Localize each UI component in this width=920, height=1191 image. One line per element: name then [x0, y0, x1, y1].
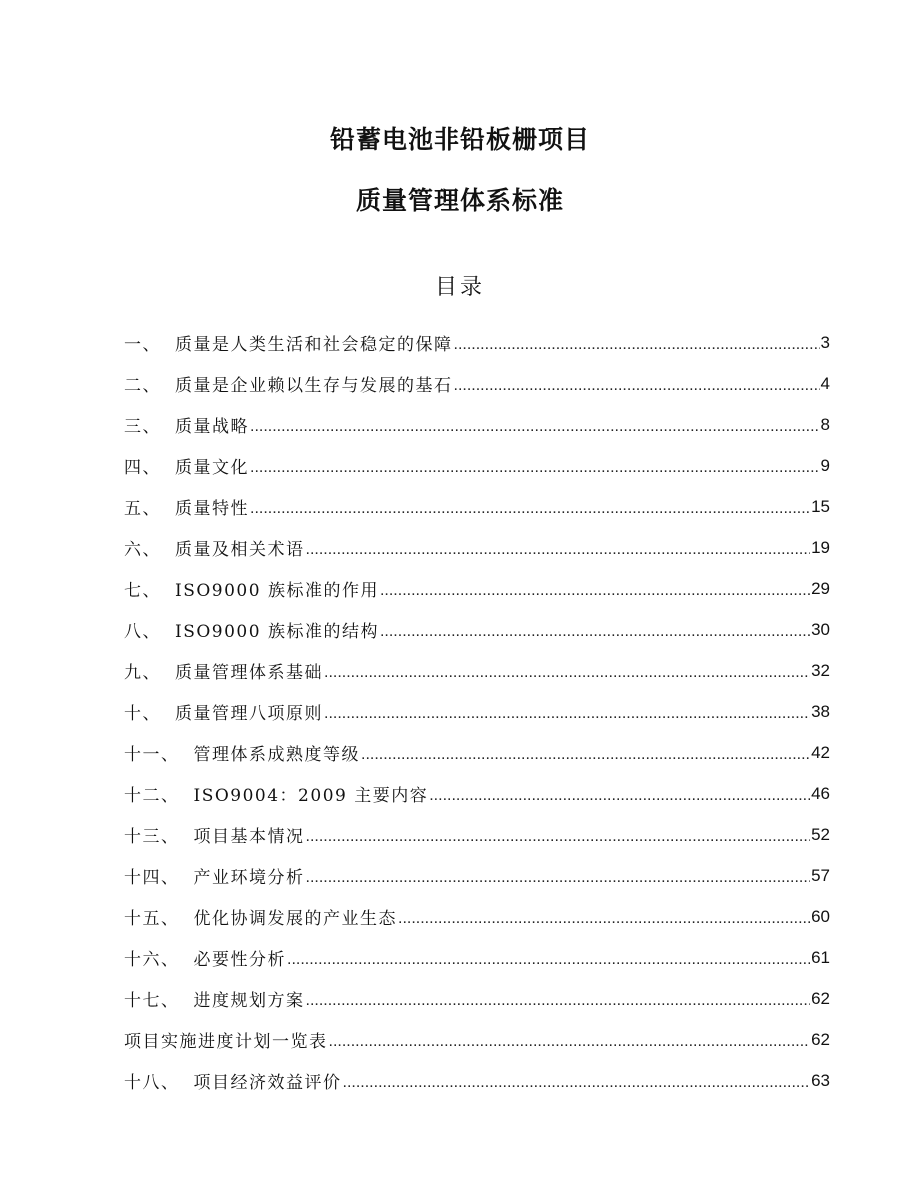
toc-entry-number: 十七、 — [124, 991, 180, 1011]
toc-entry-page-number: 57 — [811, 865, 830, 885]
toc-entry-page-number: 52 — [811, 824, 830, 844]
table-of-contents — [124, 322, 830, 1101]
toc-entry-leader-dots — [306, 869, 811, 887]
toc-entry-label: 产业环境分析 — [193, 868, 305, 888]
toc-entry-label: 质量是企业赖以生存与发展的基石 — [175, 376, 453, 396]
toc-entry-leader-dots — [250, 418, 820, 436]
toc-entry-label: 质量战略 — [175, 417, 249, 437]
toc-entry[interactable] — [124, 486, 830, 527]
toc-entry[interactable] — [124, 814, 830, 855]
toc-entry-leader-dots — [380, 582, 810, 600]
toc-entry-number: 四、 — [124, 458, 161, 478]
toc-entry-page-number: 46 — [811, 783, 830, 803]
toc-entry-label: 项目经济效益评价 — [193, 1073, 342, 1093]
toc-entry-page-number: 29 — [811, 578, 830, 598]
toc-entry[interactable] — [124, 937, 830, 978]
toc-entry-page-number: 61 — [811, 947, 830, 967]
toc-entry-page-number: 9 — [820, 455, 830, 475]
toc-entry-page-number: 62 — [811, 1029, 830, 1049]
toc-entry[interactable] — [124, 363, 830, 404]
toc-entry-number: 十二、 — [124, 786, 180, 806]
toc-entry-leader-dots — [429, 787, 810, 805]
toc-entry-leader-dots — [306, 541, 811, 559]
toc-entry-label: 项目基本情况 — [193, 827, 305, 847]
toc-entry-page-number: 15 — [811, 496, 830, 516]
toc-entry-label: 质量管理体系基础 — [175, 663, 323, 683]
toc-entry-number: 八、 — [124, 622, 161, 642]
toc-entry-label: ISO9000 族标准的结构 — [175, 622, 379, 642]
toc-entry-leader-dots — [306, 828, 811, 846]
document-title: 铅蓄电池非铅板栅项目 — [329, 125, 590, 154]
toc-entry-page-number: 62 — [811, 988, 830, 1008]
toc-entry-leader-dots — [380, 623, 810, 641]
toc-entry[interactable] — [124, 445, 830, 486]
toc-entry-label: 管理体系成熟度等级 — [193, 745, 360, 765]
toc-entry-label: 质量及相关术语 — [175, 540, 305, 560]
toc-entry-number: 三、 — [124, 417, 161, 437]
toc-entry-label: 质量管理八项原则 — [175, 704, 323, 724]
toc-entry-label: 优化协调发展的产业生态 — [193, 909, 397, 929]
toc-entry-page-number: 42 — [811, 742, 830, 762]
toc-entry-number: 十五、 — [124, 909, 180, 929]
toc-entry-number: 十八、 — [124, 1073, 180, 1093]
toc-entry-page-number: 8 — [820, 414, 830, 434]
toc-entry-page-number: 30 — [811, 619, 830, 639]
toc-entry-label: 必要性分析 — [193, 950, 286, 970]
toc-entry[interactable] — [124, 978, 830, 1019]
toc-entry[interactable] — [124, 404, 830, 445]
toc-entry-number: 十一、 — [124, 745, 180, 765]
toc-entry[interactable] — [124, 732, 830, 773]
toc-entry-leader-dots — [306, 992, 811, 1010]
toc-entry-number: 五、 — [124, 499, 161, 519]
toc-entry-leader-dots — [454, 377, 820, 395]
toc-heading: 目录 — [434, 275, 485, 300]
toc-entry-leader-dots — [398, 910, 810, 928]
toc-entry-leader-dots — [361, 746, 810, 764]
toc-entry[interactable] — [124, 568, 830, 609]
toc-entry-leader-dots — [454, 336, 820, 354]
toc-entry-number: 十四、 — [124, 868, 180, 888]
toc-entry-label: 进度规划方案 — [193, 991, 305, 1011]
toc-entry-label: 质量是人类生活和社会稳定的保障 — [175, 335, 453, 355]
toc-entry-leader-dots — [324, 664, 810, 682]
toc-entry-page-number: 38 — [811, 701, 830, 721]
toc-entry-number: 二、 — [124, 376, 161, 396]
toc-entry-number: 九、 — [124, 663, 161, 683]
toc-entry[interactable] — [124, 773, 830, 814]
toc-entry[interactable] — [124, 322, 830, 363]
toc-entry-page-number: 3 — [820, 332, 830, 352]
toc-entry-number: 一、 — [124, 335, 161, 355]
toc-entry[interactable] — [124, 527, 830, 568]
toc-entry-leader-dots — [343, 1074, 811, 1092]
toc-entry-page-number: 19 — [811, 537, 830, 557]
toc-entry-page-number: 63 — [811, 1070, 830, 1090]
toc-entry-leader-dots — [287, 951, 810, 969]
toc-entry-label: ISO9004：2009 主要内容 — [193, 786, 429, 806]
toc-entry[interactable] — [124, 1019, 830, 1060]
toc-entry-leader-dots — [250, 500, 810, 518]
toc-entry-page-number: 4 — [820, 373, 830, 393]
toc-entry-label: 质量文化 — [175, 458, 249, 478]
toc-entry[interactable] — [124, 1060, 830, 1101]
toc-entry[interactable] — [124, 609, 830, 650]
toc-entry-label: 质量特性 — [175, 499, 249, 519]
document-subtitle: 质量管理体系标准 — [355, 186, 564, 215]
toc-entry[interactable] — [124, 650, 830, 691]
toc-entry-number: 十六、 — [124, 950, 180, 970]
toc-entry-label: ISO9000 族标准的作用 — [175, 581, 379, 601]
toc-entry-leader-dots — [250, 459, 820, 477]
toc-entry-number: 六、 — [124, 540, 161, 560]
toc-entry-number: 十三、 — [124, 827, 180, 847]
toc-entry-leader-dots — [324, 705, 810, 723]
toc-entry-page-number: 60 — [811, 906, 830, 926]
toc-entry-page-number: 32 — [811, 660, 830, 680]
toc-entry[interactable] — [124, 896, 830, 937]
toc-entry[interactable] — [124, 691, 830, 732]
toc-entry-number: 十、 — [124, 704, 161, 724]
toc-entry-number: 七、 — [124, 581, 161, 601]
toc-entry-label: 项目实施进度计划一览表 — [124, 1032, 328, 1052]
toc-entry[interactable] — [124, 855, 830, 896]
toc-entry-leader-dots — [329, 1033, 811, 1051]
